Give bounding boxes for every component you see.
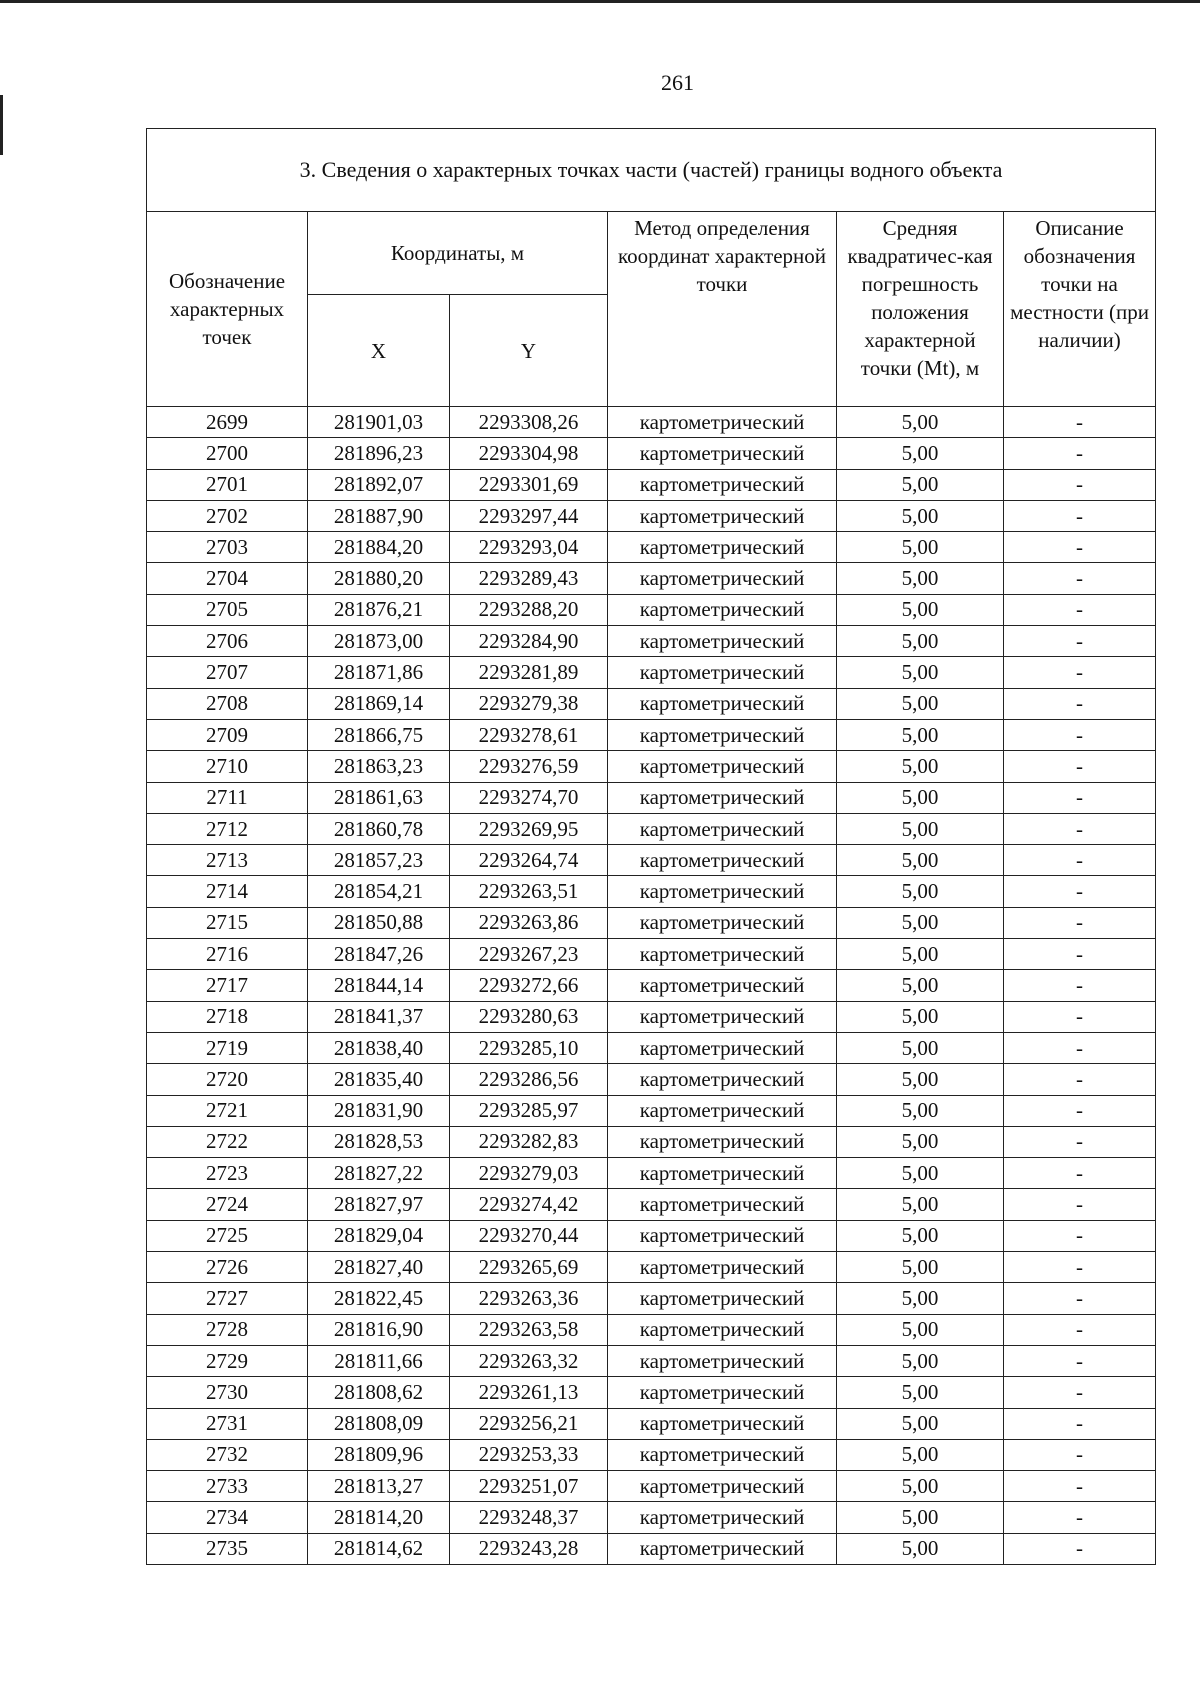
description-cell: - bbox=[1004, 500, 1156, 531]
method-cell: картометрический bbox=[608, 1283, 837, 1314]
accuracy-cell: 5,00 bbox=[837, 1345, 1004, 1376]
x-coordinate-cell: 281814,20 bbox=[308, 1502, 450, 1533]
y-coordinate-cell: 2293284,90 bbox=[450, 626, 608, 657]
y-coordinate-cell: 2293301,69 bbox=[450, 469, 608, 500]
x-coordinate-cell: 281892,07 bbox=[308, 469, 450, 500]
accuracy-cell: 5,00 bbox=[837, 907, 1004, 938]
header-description: Описание обозначения точки на местности (при наличии) bbox=[1004, 212, 1156, 407]
y-coordinate-cell: 2293256,21 bbox=[450, 1408, 608, 1439]
description-cell: - bbox=[1004, 1158, 1156, 1189]
point-id-cell: 2732 bbox=[147, 1439, 308, 1470]
description-cell: - bbox=[1004, 1533, 1156, 1564]
accuracy-cell: 5,00 bbox=[837, 1220, 1004, 1251]
method-cell: картометрический bbox=[608, 563, 837, 594]
scan-top-border bbox=[0, 0, 1200, 3]
point-id-cell: 2713 bbox=[147, 845, 308, 876]
x-coordinate-cell: 281869,14 bbox=[308, 688, 450, 719]
accuracy-cell: 5,00 bbox=[837, 657, 1004, 688]
method-cell: картометрический bbox=[608, 1126, 837, 1157]
accuracy-cell: 5,00 bbox=[837, 1095, 1004, 1126]
description-cell: - bbox=[1004, 813, 1156, 844]
table-row bbox=[147, 719, 1156, 750]
description-cell: - bbox=[1004, 1439, 1156, 1470]
table-row bbox=[147, 1345, 1156, 1376]
point-id-cell: 2711 bbox=[147, 782, 308, 813]
point-id-cell: 2709 bbox=[147, 719, 308, 750]
point-id-cell: 2716 bbox=[147, 939, 308, 970]
table-row bbox=[147, 1314, 1156, 1345]
table-row bbox=[147, 688, 1156, 719]
y-coordinate-cell: 2293285,10 bbox=[450, 1032, 608, 1063]
y-coordinate-cell: 2293297,44 bbox=[450, 500, 608, 531]
accuracy-cell: 5,00 bbox=[837, 500, 1004, 531]
description-cell: - bbox=[1004, 1220, 1156, 1251]
method-cell: картометрический bbox=[608, 845, 837, 876]
y-coordinate-cell: 2293286,56 bbox=[450, 1064, 608, 1095]
y-coordinate-cell: 2293274,42 bbox=[450, 1189, 608, 1220]
table-title: 3. Сведения о характерных точках части (частей) границы водного объекта bbox=[147, 129, 1156, 212]
accuracy-cell: 5,00 bbox=[837, 1408, 1004, 1439]
x-coordinate-cell: 281828,53 bbox=[308, 1126, 450, 1157]
x-coordinate-cell: 281808,09 bbox=[308, 1408, 450, 1439]
table-row bbox=[147, 532, 1156, 563]
method-cell: картометрический bbox=[608, 1314, 837, 1345]
header-x: X bbox=[308, 295, 450, 407]
header-coordinates: Координаты, м bbox=[308, 212, 608, 295]
table-row bbox=[147, 1283, 1156, 1314]
table-row bbox=[147, 876, 1156, 907]
description-cell: - bbox=[1004, 1252, 1156, 1283]
method-cell: картометрический bbox=[608, 1408, 837, 1439]
point-id-cell: 2731 bbox=[147, 1408, 308, 1439]
y-coordinate-cell: 2293263,86 bbox=[450, 907, 608, 938]
description-cell: - bbox=[1004, 751, 1156, 782]
x-coordinate-cell: 281844,14 bbox=[308, 970, 450, 1001]
x-coordinate-cell: 281813,27 bbox=[308, 1471, 450, 1502]
accuracy-cell: 5,00 bbox=[837, 688, 1004, 719]
description-cell: - bbox=[1004, 563, 1156, 594]
accuracy-cell: 5,00 bbox=[837, 1439, 1004, 1470]
point-id-cell: 2727 bbox=[147, 1283, 308, 1314]
point-id-cell: 2729 bbox=[147, 1345, 308, 1376]
x-coordinate-cell: 281863,23 bbox=[308, 751, 450, 782]
point-id-cell: 2720 bbox=[147, 1064, 308, 1095]
x-coordinate-cell: 281808,62 bbox=[308, 1377, 450, 1408]
y-coordinate-cell: 2293263,58 bbox=[450, 1314, 608, 1345]
scan-left-mark bbox=[0, 95, 3, 155]
x-coordinate-cell: 281838,40 bbox=[308, 1032, 450, 1063]
point-id-cell: 2708 bbox=[147, 688, 308, 719]
y-coordinate-cell: 2293251,07 bbox=[450, 1471, 608, 1502]
accuracy-cell: 5,00 bbox=[837, 1377, 1004, 1408]
method-cell: картометрический bbox=[608, 438, 837, 469]
point-id-cell: 2735 bbox=[147, 1533, 308, 1564]
method-cell: картометрический bbox=[608, 1032, 837, 1063]
y-coordinate-cell: 2293243,28 bbox=[450, 1533, 608, 1564]
table-row bbox=[147, 751, 1156, 782]
point-id-cell: 2700 bbox=[147, 438, 308, 469]
method-cell: картометрический bbox=[608, 1533, 837, 1564]
accuracy-cell: 5,00 bbox=[837, 626, 1004, 657]
x-coordinate-cell: 281827,40 bbox=[308, 1252, 450, 1283]
table-row bbox=[147, 845, 1156, 876]
table-row bbox=[147, 1126, 1156, 1157]
x-coordinate-cell: 281854,21 bbox=[308, 876, 450, 907]
description-cell: - bbox=[1004, 782, 1156, 813]
method-cell: картометрический bbox=[608, 1377, 837, 1408]
x-coordinate-cell: 281827,97 bbox=[308, 1189, 450, 1220]
table-row bbox=[147, 939, 1156, 970]
method-cell: картометрический bbox=[608, 532, 837, 563]
point-id-cell: 2701 bbox=[147, 469, 308, 500]
header-point: Обозначение характерных точек bbox=[147, 212, 308, 407]
point-id-cell: 2734 bbox=[147, 1502, 308, 1533]
accuracy-cell: 5,00 bbox=[837, 1064, 1004, 1095]
y-coordinate-cell: 2293279,03 bbox=[450, 1158, 608, 1189]
method-cell: картометрический bbox=[608, 782, 837, 813]
method-cell: картометрический bbox=[608, 1220, 837, 1251]
method-cell: картометрический bbox=[608, 1345, 837, 1376]
x-coordinate-cell: 281827,22 bbox=[308, 1158, 450, 1189]
x-coordinate-cell: 281847,26 bbox=[308, 939, 450, 970]
accuracy-cell: 5,00 bbox=[837, 407, 1004, 438]
method-cell: картометрический bbox=[608, 688, 837, 719]
header-method: Метод определения координат характерной точки bbox=[608, 212, 837, 407]
point-id-cell: 2712 bbox=[147, 813, 308, 844]
table-row bbox=[147, 1533, 1156, 1564]
method-cell: картометрический bbox=[608, 1439, 837, 1470]
page-number: 261 bbox=[661, 70, 694, 95]
point-id-cell: 2719 bbox=[147, 1032, 308, 1063]
point-id-cell: 2730 bbox=[147, 1377, 308, 1408]
y-coordinate-cell: 2293264,74 bbox=[450, 845, 608, 876]
method-cell: картометрический bbox=[608, 500, 837, 531]
method-cell: картометрический bbox=[608, 626, 837, 657]
x-coordinate-cell: 281896,23 bbox=[308, 438, 450, 469]
method-cell: картометрический bbox=[608, 1095, 837, 1126]
point-id-cell: 2722 bbox=[147, 1126, 308, 1157]
description-cell: - bbox=[1004, 1126, 1156, 1157]
table-row bbox=[147, 1158, 1156, 1189]
table-row bbox=[147, 907, 1156, 938]
x-coordinate-cell: 281871,86 bbox=[308, 657, 450, 688]
accuracy-cell: 5,00 bbox=[837, 751, 1004, 782]
description-cell: - bbox=[1004, 907, 1156, 938]
x-coordinate-cell: 281809,96 bbox=[308, 1439, 450, 1470]
accuracy-cell: 5,00 bbox=[837, 813, 1004, 844]
y-coordinate-cell: 2293267,23 bbox=[450, 939, 608, 970]
x-coordinate-cell: 281814,62 bbox=[308, 1533, 450, 1564]
x-coordinate-cell: 281901,03 bbox=[308, 407, 450, 438]
x-coordinate-cell: 281835,40 bbox=[308, 1064, 450, 1095]
table-row bbox=[147, 1220, 1156, 1251]
description-cell: - bbox=[1004, 845, 1156, 876]
y-coordinate-cell: 2293304,98 bbox=[450, 438, 608, 469]
description-cell: - bbox=[1004, 970, 1156, 1001]
description-cell: - bbox=[1004, 1095, 1156, 1126]
accuracy-cell: 5,00 bbox=[837, 1533, 1004, 1564]
accuracy-cell: 5,00 bbox=[837, 845, 1004, 876]
description-cell: - bbox=[1004, 1345, 1156, 1376]
description-cell: - bbox=[1004, 939, 1156, 970]
point-id-cell: 2702 bbox=[147, 500, 308, 531]
y-coordinate-cell: 2293282,83 bbox=[450, 1126, 608, 1157]
accuracy-cell: 5,00 bbox=[837, 469, 1004, 500]
x-coordinate-cell: 281850,88 bbox=[308, 907, 450, 938]
method-cell: картометрический bbox=[608, 907, 837, 938]
y-coordinate-cell: 2293263,32 bbox=[450, 1345, 608, 1376]
method-cell: картометрический bbox=[608, 1064, 837, 1095]
description-cell: - bbox=[1004, 469, 1156, 500]
table-row bbox=[147, 469, 1156, 500]
accuracy-cell: 5,00 bbox=[837, 719, 1004, 750]
table-row bbox=[147, 594, 1156, 625]
table-row bbox=[147, 407, 1156, 438]
point-id-cell: 2726 bbox=[147, 1252, 308, 1283]
point-id-cell: 2715 bbox=[147, 907, 308, 938]
x-coordinate-cell: 281841,37 bbox=[308, 1001, 450, 1032]
table-row bbox=[147, 1377, 1156, 1408]
header-y: Y bbox=[450, 295, 608, 407]
table-row bbox=[147, 1408, 1156, 1439]
table-row bbox=[147, 626, 1156, 657]
accuracy-cell: 5,00 bbox=[837, 438, 1004, 469]
accuracy-cell: 5,00 bbox=[837, 939, 1004, 970]
y-coordinate-cell: 2293263,36 bbox=[450, 1283, 608, 1314]
table-row bbox=[147, 813, 1156, 844]
point-id-cell: 2706 bbox=[147, 626, 308, 657]
point-id-cell: 2704 bbox=[147, 563, 308, 594]
y-coordinate-cell: 2293270,44 bbox=[450, 1220, 608, 1251]
accuracy-cell: 5,00 bbox=[837, 1001, 1004, 1032]
method-cell: картометрический bbox=[608, 407, 837, 438]
accuracy-cell: 5,00 bbox=[837, 1502, 1004, 1533]
method-cell: картометрический bbox=[608, 813, 837, 844]
table-row bbox=[147, 970, 1156, 1001]
accuracy-cell: 5,00 bbox=[837, 1252, 1004, 1283]
accuracy-cell: 5,00 bbox=[837, 1189, 1004, 1220]
description-cell: - bbox=[1004, 438, 1156, 469]
point-id-cell: 2707 bbox=[147, 657, 308, 688]
point-id-cell: 2717 bbox=[147, 970, 308, 1001]
table-row bbox=[147, 1252, 1156, 1283]
y-coordinate-cell: 2293280,63 bbox=[450, 1001, 608, 1032]
accuracy-cell: 5,00 bbox=[837, 594, 1004, 625]
point-id-cell: 2703 bbox=[147, 532, 308, 563]
description-cell: - bbox=[1004, 1377, 1156, 1408]
y-coordinate-cell: 2293263,51 bbox=[450, 876, 608, 907]
accuracy-cell: 5,00 bbox=[837, 1283, 1004, 1314]
x-coordinate-cell: 281880,20 bbox=[308, 563, 450, 594]
table-row bbox=[147, 1095, 1156, 1126]
accuracy-cell: 5,00 bbox=[837, 876, 1004, 907]
y-coordinate-cell: 2293253,33 bbox=[450, 1439, 608, 1470]
description-cell: - bbox=[1004, 1064, 1156, 1095]
y-coordinate-cell: 2293308,26 bbox=[450, 407, 608, 438]
description-cell: - bbox=[1004, 688, 1156, 719]
x-coordinate-cell: 281816,90 bbox=[308, 1314, 450, 1345]
method-cell: картометрический bbox=[608, 1502, 837, 1533]
y-coordinate-cell: 2293265,69 bbox=[450, 1252, 608, 1283]
description-cell: - bbox=[1004, 1471, 1156, 1502]
x-coordinate-cell: 281887,90 bbox=[308, 500, 450, 531]
x-coordinate-cell: 281876,21 bbox=[308, 594, 450, 625]
method-cell: картометрический bbox=[608, 1471, 837, 1502]
point-id-cell: 2728 bbox=[147, 1314, 308, 1345]
accuracy-cell: 5,00 bbox=[837, 1471, 1004, 1502]
table-row bbox=[147, 1064, 1156, 1095]
method-cell: картометрический bbox=[608, 876, 837, 907]
y-coordinate-cell: 2293261,13 bbox=[450, 1377, 608, 1408]
y-coordinate-cell: 2293285,97 bbox=[450, 1095, 608, 1126]
table-row bbox=[147, 1032, 1156, 1063]
method-cell: картометрический bbox=[608, 657, 837, 688]
table-row bbox=[147, 1189, 1156, 1220]
description-cell: - bbox=[1004, 532, 1156, 563]
table-row bbox=[147, 1439, 1156, 1470]
y-coordinate-cell: 2293272,66 bbox=[450, 970, 608, 1001]
description-cell: - bbox=[1004, 1189, 1156, 1220]
point-id-cell: 2724 bbox=[147, 1189, 308, 1220]
x-coordinate-cell: 281811,66 bbox=[308, 1345, 450, 1376]
table-row bbox=[147, 657, 1156, 688]
method-cell: картометрический bbox=[608, 469, 837, 500]
x-coordinate-cell: 281860,78 bbox=[308, 813, 450, 844]
description-cell: - bbox=[1004, 407, 1156, 438]
x-coordinate-cell: 281822,45 bbox=[308, 1283, 450, 1314]
description-cell: - bbox=[1004, 1314, 1156, 1345]
method-cell: картометрический bbox=[608, 939, 837, 970]
method-cell: картометрический bbox=[608, 1001, 837, 1032]
method-cell: картометрический bbox=[608, 970, 837, 1001]
y-coordinate-cell: 2293289,43 bbox=[450, 563, 608, 594]
y-coordinate-cell: 2293269,95 bbox=[450, 813, 608, 844]
x-coordinate-cell: 281857,23 bbox=[308, 845, 450, 876]
method-cell: картометрический bbox=[608, 1158, 837, 1189]
description-cell: - bbox=[1004, 657, 1156, 688]
description-cell: - bbox=[1004, 1408, 1156, 1439]
table-row bbox=[147, 438, 1156, 469]
y-coordinate-cell: 2293276,59 bbox=[450, 751, 608, 782]
table-row bbox=[147, 782, 1156, 813]
x-coordinate-cell: 281861,63 bbox=[308, 782, 450, 813]
description-cell: - bbox=[1004, 594, 1156, 625]
method-cell: картометрический bbox=[608, 1189, 837, 1220]
table-row bbox=[147, 1502, 1156, 1533]
description-cell: - bbox=[1004, 1283, 1156, 1314]
method-cell: картометрический bbox=[608, 594, 837, 625]
point-id-cell: 2710 bbox=[147, 751, 308, 782]
method-cell: картометрический bbox=[608, 719, 837, 750]
table-row bbox=[147, 1001, 1156, 1032]
table-row bbox=[147, 1471, 1156, 1502]
header-accuracy: Средняя квадратичес-кая погрешность положения характерной точки (Mt), м bbox=[837, 212, 1004, 407]
method-cell: картометрический bbox=[608, 751, 837, 782]
point-id-cell: 2721 bbox=[147, 1095, 308, 1126]
description-cell: - bbox=[1004, 626, 1156, 657]
accuracy-cell: 5,00 bbox=[837, 782, 1004, 813]
accuracy-cell: 5,00 bbox=[837, 1158, 1004, 1189]
accuracy-cell: 5,00 bbox=[837, 1126, 1004, 1157]
description-cell: - bbox=[1004, 1032, 1156, 1063]
y-coordinate-cell: 2293248,37 bbox=[450, 1502, 608, 1533]
accuracy-cell: 5,00 bbox=[837, 1032, 1004, 1063]
y-coordinate-cell: 2293288,20 bbox=[450, 594, 608, 625]
accuracy-cell: 5,00 bbox=[837, 532, 1004, 563]
y-coordinate-cell: 2293293,04 bbox=[450, 532, 608, 563]
point-id-cell: 2699 bbox=[147, 407, 308, 438]
accuracy-cell: 5,00 bbox=[837, 970, 1004, 1001]
description-cell: - bbox=[1004, 719, 1156, 750]
x-coordinate-cell: 281884,20 bbox=[308, 532, 450, 563]
x-coordinate-cell: 281829,04 bbox=[308, 1220, 450, 1251]
description-cell: - bbox=[1004, 1502, 1156, 1533]
y-coordinate-cell: 2293281,89 bbox=[450, 657, 608, 688]
y-coordinate-cell: 2293278,61 bbox=[450, 719, 608, 750]
y-coordinate-cell: 2293279,38 bbox=[450, 688, 608, 719]
point-id-cell: 2705 bbox=[147, 594, 308, 625]
x-coordinate-cell: 281866,75 bbox=[308, 719, 450, 750]
point-id-cell: 2733 bbox=[147, 1471, 308, 1502]
accuracy-cell: 5,00 bbox=[837, 563, 1004, 594]
table-body bbox=[147, 407, 1156, 1565]
point-id-cell: 2725 bbox=[147, 1220, 308, 1251]
table-row bbox=[147, 563, 1156, 594]
description-cell: - bbox=[1004, 876, 1156, 907]
point-id-cell: 2723 bbox=[147, 1158, 308, 1189]
x-coordinate-cell: 281873,00 bbox=[308, 626, 450, 657]
y-coordinate-cell: 2293274,70 bbox=[450, 782, 608, 813]
accuracy-cell: 5,00 bbox=[837, 1314, 1004, 1345]
point-id-cell: 2714 bbox=[147, 876, 308, 907]
x-coordinate-cell: 281831,90 bbox=[308, 1095, 450, 1126]
method-cell: картометрический bbox=[608, 1252, 837, 1283]
description-cell: - bbox=[1004, 1001, 1156, 1032]
point-id-cell: 2718 bbox=[147, 1001, 308, 1032]
table-row bbox=[147, 500, 1156, 531]
points-table bbox=[146, 128, 1156, 1565]
